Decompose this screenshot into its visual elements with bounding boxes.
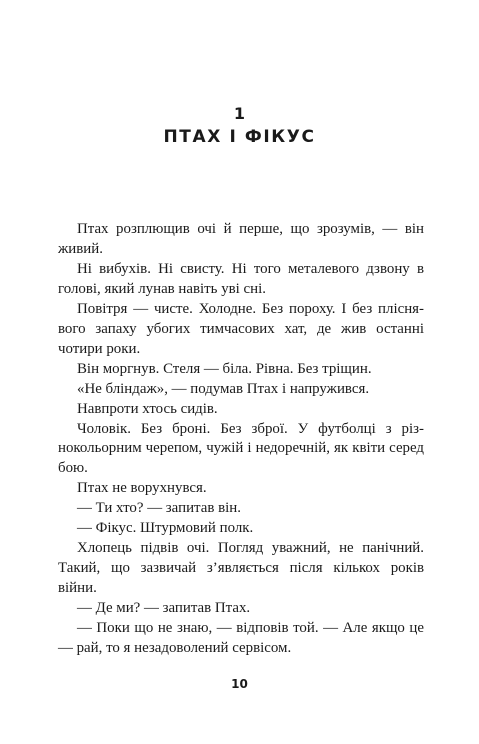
paragraph: Навпроти хтось сидів.: [77, 400, 218, 417]
paragraph: Птах розплющив очі й перше, що зрозумів, — він живий.: [58, 221, 424, 257]
paragraph: Чоловік. Без броні. Без зброї. У футболці з різнокольорним черепом, чужій і недоречній, як квіти серед бою.: [58, 420, 424, 477]
paragraph: — Поки що не знаю, — відповів той. — Але якщо це — рай, то я незадоволений сервісом.: [58, 620, 424, 657]
paragraph: Хлопець підвів очі. Погляд уважний, не панічний. Такий, що зазвичай з’являється після кількох років війни.: [58, 540, 424, 597]
paragraph: Повітря — чисте. Холодне. Без пороху. І без пліснявого запаху убогих тимчасових хат, де жив останні чотири роки.: [58, 300, 424, 357]
chapter-number: 1: [233, 104, 246, 123]
chapter-text: [58, 220, 424, 659]
chapter-title: ПТАХ І ФІКУС: [163, 127, 316, 147]
page-number: 10: [231, 677, 248, 691]
paragraph: — Де ми? — запитав Птах.: [77, 600, 251, 617]
paragraph: Ні вибухів. Ні свисту. Ні того металевого дзвону в голові, який лунав навіть уві сні.: [58, 260, 424, 297]
paragraph: — Фікус. Штурмовий полк.: [77, 520, 254, 537]
paragraph: Птах не ворухнувся.: [77, 480, 207, 497]
paragraph: — Ти хто? — запитав він.: [77, 500, 241, 517]
paragraph: Він моргнув. Стеля — біла. Рівна. Без тріщин.: [77, 360, 372, 377]
paragraph: «Не бліндаж», — подумав Птах і напружився.: [77, 380, 370, 397]
